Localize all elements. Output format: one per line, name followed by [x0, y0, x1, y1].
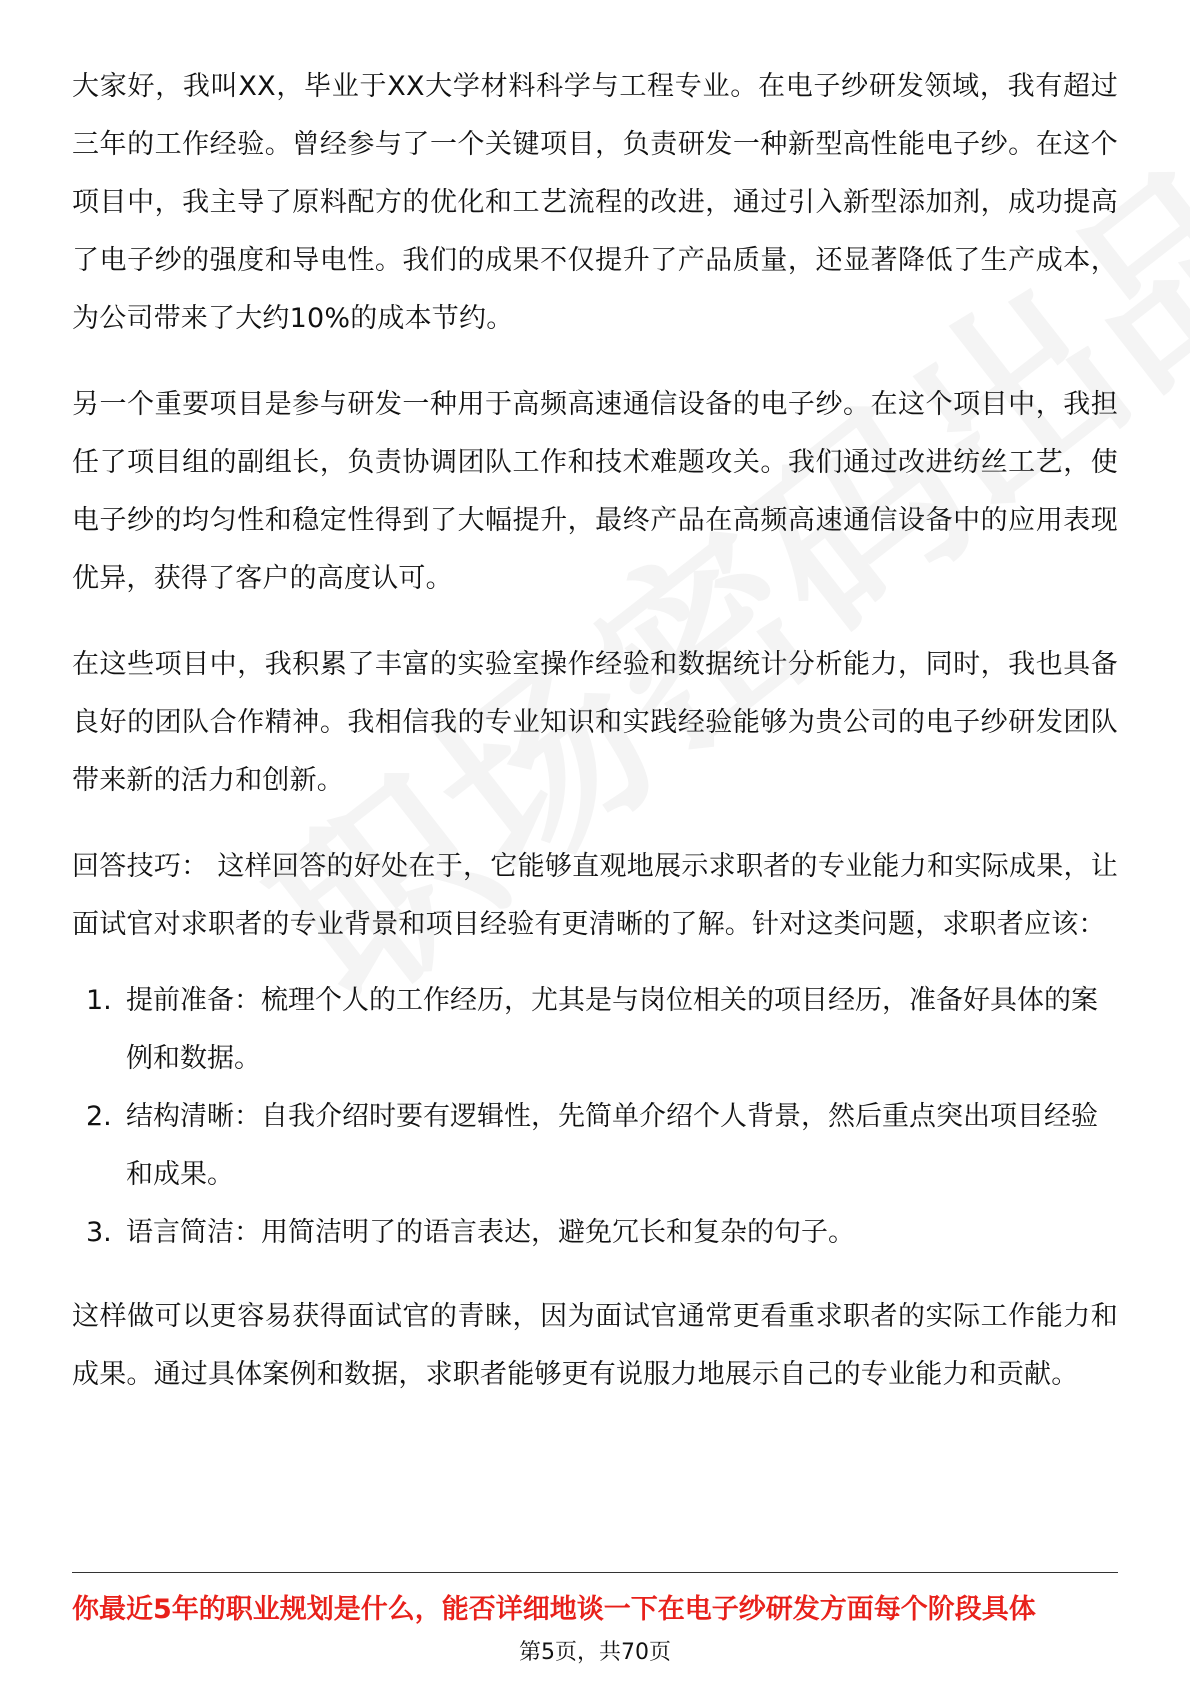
tip-steps-list — [72, 972, 1118, 1262]
list-item-text: 提前准备：梳理个人的工作经历，尤其是与岗位相关的项目经历，准备好具体的案例和数据。 — [126, 985, 1098, 1074]
next-question-heading: 你最近5年的职业规划是什么，能否详细地谈一下在电子纱研发方面每个阶段具体 — [72, 1594, 1036, 1625]
paragraph-project-two: 另一个重要项目是参与研发一种用于高频高速通信设备的电子纱。在这个项目中，我担任了项目组的副组长，负责协调团队工作和技术难题攻关。我们通过改进纺丝工艺，使电子纱的均匀性和稳定性得到了大幅提升，最终产品在高频高速通信设备中的应用表现优异，获得了客户的高度认可。 — [72, 389, 1118, 594]
answer-tip: 回答技巧： 这样回答的好处在于，它能够直观地展示求职者的专业能力和实际成果，让面试官对求职者的专业背景和项目经验有更清晰的了解。针对这类问题，求职者应该： — [72, 851, 1118, 940]
list-item — [72, 1204, 1118, 1262]
list-item-number: 2. — [86, 1101, 112, 1132]
document-body — [72, 58, 1118, 1432]
list-item-text: 结构清晰：自我介绍时要有逻辑性，先简单介绍个人背景，然后重点突出项目经验和成果。 — [126, 1101, 1098, 1190]
paragraph-intro: 大家好，我叫XX，毕业于XX大学材料科学与工程专业。在电子纱研发领域，我有超过三年的工作经验。曾经参与了一个关键项目，负责研发一种新型高性能电子纱。在这个项目中，我主导了原料配方的优化和工艺流程的改进，通过引入新型添加剂，成功提高了电子纱的强度和导电性。我们的成果不仅提升了产品质量，还显著降低了生产成本，为公司带来了大约10%的成本节约。 — [72, 71, 1118, 334]
list-item — [72, 1088, 1118, 1204]
paragraph-summary: 在这些项目中，我积累了丰富的实验室操作经验和数据统计分析能力，同时，我也具备良好的团队合作精神。我相信我的专业知识和实践经验能够为贵公司的电子纱研发团队带来新的活力和创新。 — [72, 649, 1118, 796]
list-item-number: 1. — [86, 985, 112, 1016]
list-item — [72, 972, 1118, 1088]
paragraph-conclusion: 这样做可以更容易获得面试官的青睐，因为面试官通常更看重求职者的实际工作能力和成果。通过具体案例和数据，求职者能够更有说服力地展示自己的专业能力和贡献。 — [72, 1301, 1118, 1390]
list-item-text: 语言简洁：用简洁明了的语言表达，避免冗长和复杂的句子。 — [126, 1217, 855, 1248]
list-item-number: 3. — [86, 1217, 112, 1248]
page-number: 第5页，共70页 — [519, 1640, 671, 1665]
section-divider — [72, 1572, 1118, 1573]
